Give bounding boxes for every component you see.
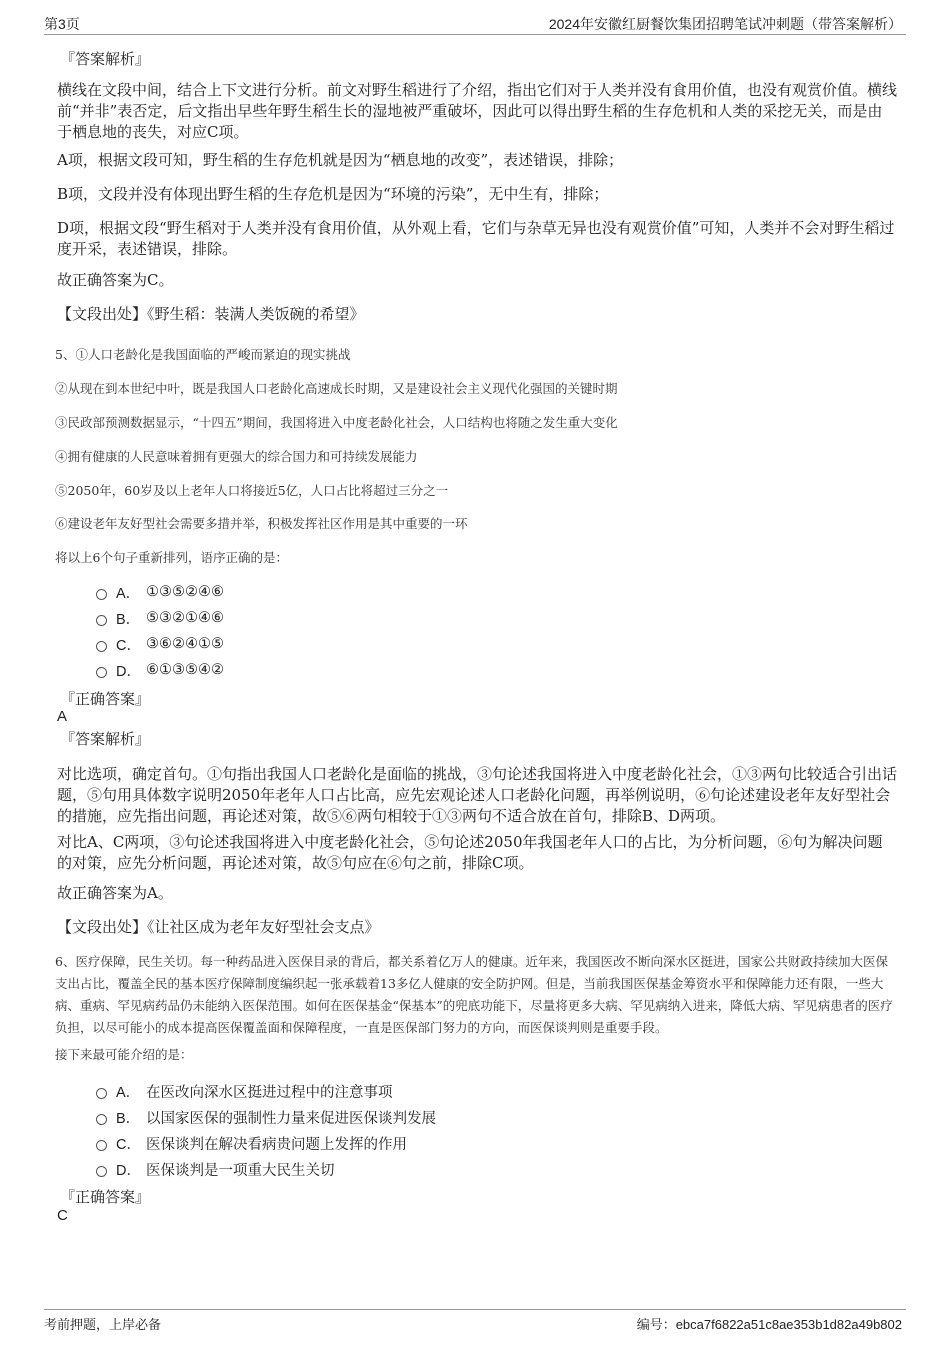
option-a[interactable]: A． 在医改向深水区挺进过程中的注意事项 <box>96 1081 393 1101</box>
radio-icon[interactable] <box>96 1114 107 1125</box>
radio-icon[interactable] <box>96 1088 107 1099</box>
conclusion: 故正确答案为C。 <box>57 271 174 289</box>
question-sentence: ③民政部预测数据显示，“十四五”期间，我国将进入中度老龄化社会，人口结构也将随之发生重大变化 <box>55 415 618 430</box>
correct-answer: C <box>57 1207 68 1224</box>
radio-icon[interactable] <box>96 589 107 600</box>
correct-answer: A <box>57 708 68 725</box>
page-footer <box>44 1309 906 1334</box>
analysis-label: 『答案解析』 <box>60 730 151 748</box>
source-citation: 【文段出处】《野生稻：装满人类饭碗的希望》 <box>57 305 365 323</box>
footer-slogan: 考前押题，上岸必备 <box>44 1317 162 1332</box>
option-b[interactable]: B． ⑤③②①④⑥ <box>96 608 224 628</box>
analysis-paragraph: 对比选项，确定首句。①句指出我国人口老龄化是面临的挑战，③句论述我国将进入中度老龄化社会，①③两句比较适合引出话题，⑤句用具体数字说明2050年老年人口占比高，应先宏观论述人口老龄化问题，再举例说明，⑥句论述建设老年友好型社会的措施，应先指出问题，再论述对策，故⑤⑥两句相较于①③两句不适合放在首句，排除B、D两项。 <box>57 765 898 825</box>
question-sentence: ⑤2050年，60岁及以上老年人口将接近5亿，人口占比将超过三分之一 <box>55 483 449 498</box>
question-prompt: 将以上6个句子重新排列，语序正确的是： <box>55 550 288 565</box>
radio-icon[interactable] <box>96 1166 107 1177</box>
document-id: 编号：ebca7f6822a51c8ae353b1d82a49b802 <box>636 1317 902 1332</box>
question-sentence: ④拥有健康的人民意味着拥有更强大的综合国力和可持续发展能力 <box>55 449 418 464</box>
option-d[interactable]: D． ⑥①③⑤④② <box>96 660 224 680</box>
radio-icon[interactable] <box>96 615 107 626</box>
radio-icon[interactable] <box>96 667 107 678</box>
option-c[interactable]: C． 医保谈判在解决看病贵问题上发挥的作用 <box>96 1133 407 1153</box>
source-citation: 【文段出处】《让社区成为老年友好型社会支点》 <box>57 918 380 936</box>
question-sentence: ⑥建设老年友好型社会需要多措并举，积极发挥社区作用是其中重要的一环 <box>55 516 468 531</box>
analysis-paragraph: 对比A、C两项，③句论述我国将进入中度老龄化社会，⑤句论述2050年我国老年人口的占比，为分析问题，⑥句为解决问题的对策，应先分析问题，再论述对策，故⑤句应在⑥句之前，排除C项。 <box>57 833 883 872</box>
correct-answer-label: 『正确答案』 <box>60 690 151 708</box>
question-sentence: 5、①人口老龄化是我国面临的严峻而紧迫的现实挑战 <box>55 347 351 362</box>
page-number: 第3页 <box>44 16 80 32</box>
question-prompt: 接下来最可能介绍的是： <box>55 1047 193 1062</box>
analysis-label: 『答案解析』 <box>60 50 151 68</box>
option-b[interactable]: B． 以国家医保的强制性力量来促进医保谈判发展 <box>96 1107 436 1127</box>
option-d[interactable]: D． 医保谈判是一项重大民生关切 <box>96 1159 335 1179</box>
analysis-paragraph: D项，根据文段“野生稻对于人类并没有食用价值，从外观上看，它们与杂草无异也没有观赏价值”可知，人类并不会对野生稻过度开采，表述错误，排除。 <box>57 219 895 258</box>
question-stem: 6、医疗保障，民生关切。每一种药品进入医保目录的背后，都关系着亿万人的健康。近年来，我国医改不断向深水区挺进，国家公共财政持续加大医保支出占比，覆盖全民的基本医疗保障制度编织起一张承载着13多亿人健康的安全防护网。但是，当前我国医保基金筹资水平和保障能力还有限，一些大病、重病、罕见病药品仍未能纳入医保范围。如何在医保基金“保基本”的兜底功能下，尽量将更多大病、罕见病纳入进来，降低大病、罕见病患者的医疗负担，以尽可能小的成本提高医保覆盖面和保障程度，一直是医保部门努力的方向，而医保谈判则是重要手段。 <box>55 954 893 1035</box>
conclusion: 故正确答案为A。 <box>57 884 173 902</box>
radio-icon[interactable] <box>96 1140 107 1151</box>
option-a[interactable]: A． ①③⑤②④⑥ <box>96 582 224 602</box>
analysis-paragraph: 横线在文段中间，结合上下文进行分析。前文对野生稻进行了介绍，指出它们对于人类并没有食用价值，也没有观赏价值。横线前“并非”表否定，后文指出早些年野生稻生长的湿地被严重破坏，因此可以得出野生稻的生存危机和人类的采挖无关，而是由于栖息地的丧失，对应C项。 <box>57 81 898 141</box>
option-c[interactable]: C． ③⑥②④①⑤ <box>96 634 224 654</box>
radio-icon[interactable] <box>96 641 107 652</box>
analysis-paragraph: A项，根据文段可知，野生稻的生存危机就是因为“栖息地的改变”，表述错误，排除； <box>57 151 624 169</box>
document-title: 2024年安徽红厨餐饮集团招聘笔试冲刺题（带答案解析） <box>548 16 902 32</box>
question-sentence: ②从现在到本世纪中叶，既是我国人口老龄化高速成长时期，又是建设社会主义现代化强国的关键时期 <box>55 381 618 396</box>
analysis-paragraph: B项，文段并没有体现出野生稻的生存危机是因为“环境的污染”，无中生有，排除； <box>57 185 609 203</box>
page-header <box>44 12 906 35</box>
correct-answer-label: 『正确答案』 <box>60 1188 151 1206</box>
